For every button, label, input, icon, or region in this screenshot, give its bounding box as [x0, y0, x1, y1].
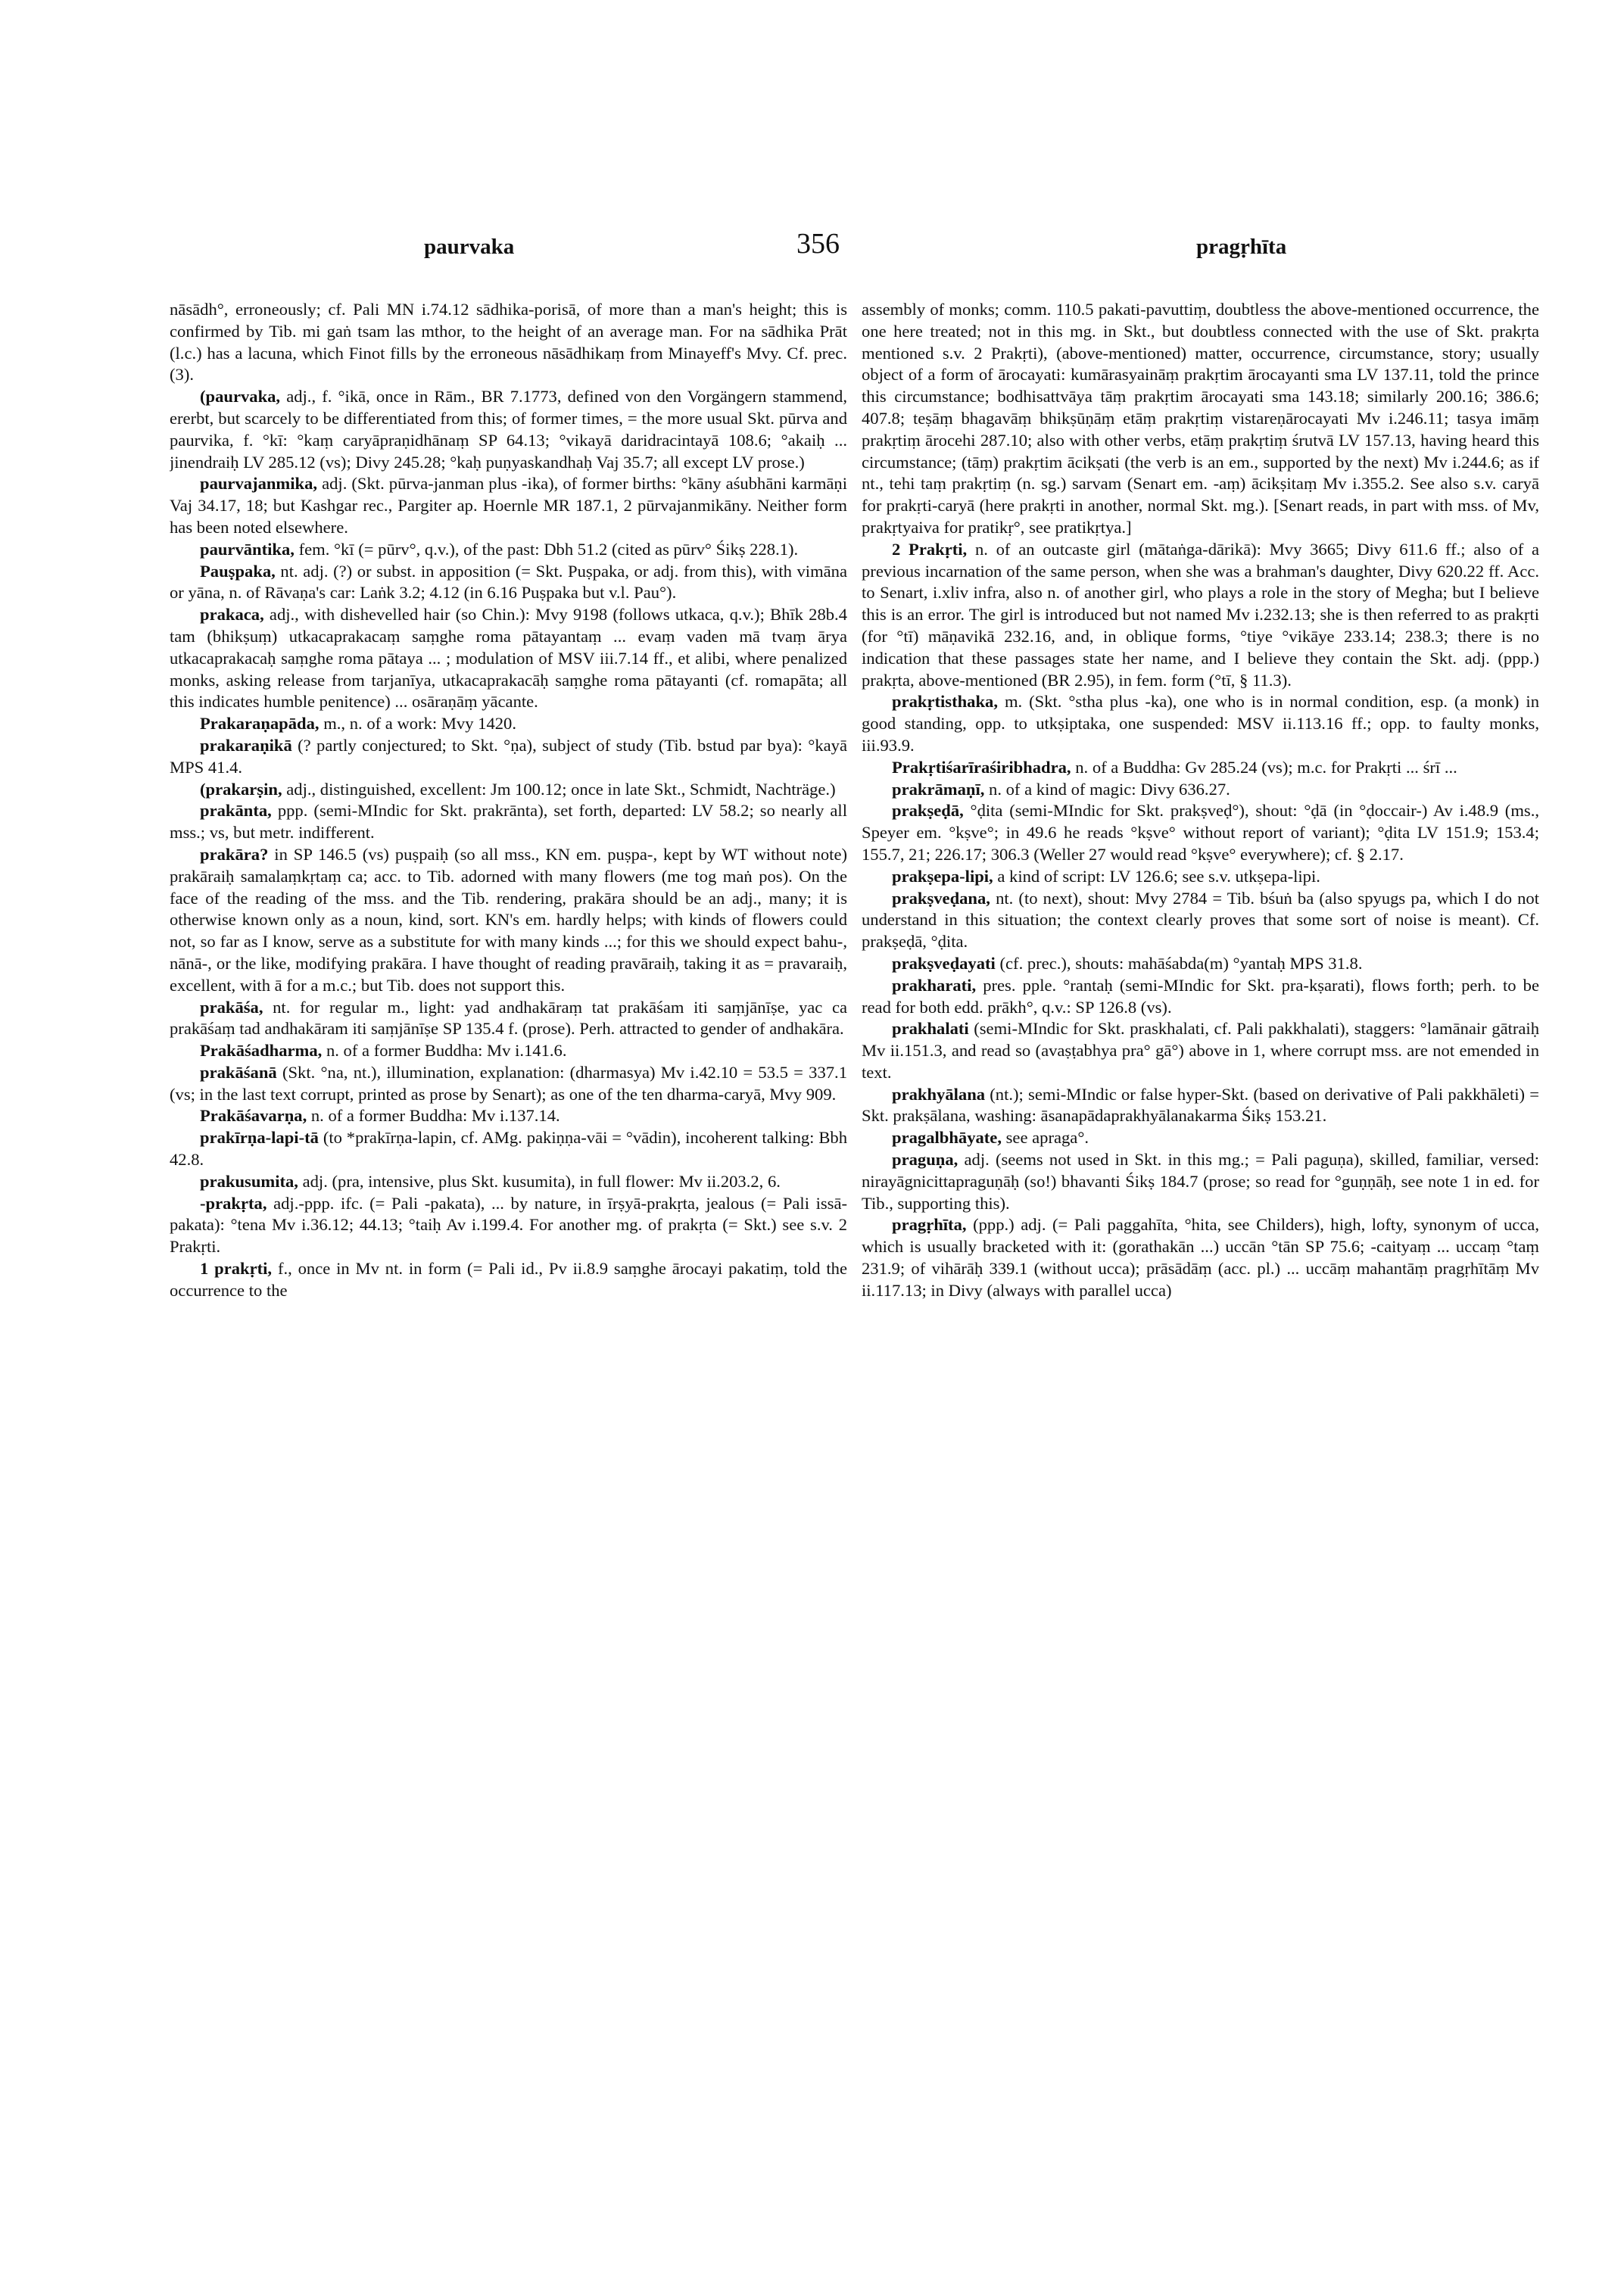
entry-text: pres. pple. °rantaḥ (semi-MIndic for Skt. pra-kṣarati), flows forth; perh. to be read for both edd. prākh°, q.v.: SP 126.8 (vs). [862, 975, 1539, 1017]
entry-headword: prakrāmaṇī, [892, 779, 985, 799]
entry-headword: Pauṣpaka, [200, 561, 276, 581]
entry-headword: prakāra? [200, 844, 269, 864]
entry-text: (? partly conjectured; to Skt. °ṇa), subject of study (Tib. bstud par bya): °kayā MPS 41.4. [170, 735, 847, 777]
entry-headword: Prakāśavarṇa, [200, 1106, 307, 1126]
entry-text: assembly of monks; comm. 110.5 pakati-pavuttiṃ, doubtless the above-mentioned occurrence, the one here treated; not in this mg. in Skt., but doubtless connected with the use of Skt. prakṛta mentioned s.v. 2 Prakṛti), (above-mentioned) matter, occurrence, circumstance, story; usually object of a form of ārocayati: kumārasyaināṃ prakṛtim ārocayanti sma LV 137.11, told the prince this circumstance; bodhisattvāya tāṃ prakṛtim ārocayati sma 143.18; similarly 200.16; 386.6; 407.8; teṣāṃ bhagavāṃ bhikṣūṇāṃ etāṃ prakṛtiṃ vistareṇārocayati Mv i.246.11; tasya imāṃ prakṛtiṃ ārocehi 287.10; also with other verbs, etāṃ prakṛtiṃ śrutvā LV 157.13, having heard this circumstance; (tāṃ) prakṛtim ācikṣati (the verb is an em., supported by the next) Mv i.244.6; as if nt., tehi taṃ prakṛtiṃ (n. sg.) sarvam (Senart em. -aṃ) ācikṣitaṃ Mv i.355.2. See also s.v. caryā for prakṛti-caryā (here prakṛti in another, normal Skt. mg.). [Senart reads, in part with mss. of Mv, prakṛtyaiva for pratikṛ°, see pratikṛtya.] [862, 300, 1539, 537]
entry-headword: prakṣeḍā, [892, 801, 964, 821]
dictionary-entry [862, 779, 1539, 801]
dictionary-entry [862, 888, 1539, 953]
dictionary-entry [862, 1149, 1539, 1214]
entry-text: adj. (seems not used in Skt. in this mg.; = Pali paguṇa), skilled, familiar, versed: nirayāgnicittapraguṇāḥ (so!) bhavanti Śikṣ 184.7 (prose; so read for °guṇṇāḥ, see note 1 in ed. for Tib., supporting this). [862, 1150, 1539, 1213]
entry-headword: paurvāntika, [200, 539, 295, 559]
dictionary-entry [170, 997, 847, 1041]
entry-text: m., n. of a work: Mvy 1420. [319, 714, 516, 734]
entry-headword: prakāśa, [200, 997, 263, 1017]
entry-text: (Skt. °na, nt.), illumination, explanation: (dharmasya) Mv i.42.10 = 53.5 = 337.1 (vs; in the last text corrupt, printed as prose by Senart); as one of the ten dharma-caryā, Mvy 909. [170, 1062, 847, 1104]
dictionary-entry [862, 1127, 1539, 1149]
entry-headword: Prakṛtiśarīraśiribhadra, [892, 757, 1071, 777]
dictionary-entry [170, 473, 847, 538]
entry-text: in SP 146.5 (vs) puṣpaiḥ (so all mss., KN em. puṣpa-, kept by WT without note) prakāraiḥ samalaṃkṛtaṃ ca; acc. to Tib. adorned with many flowers (me tog maṅ pos). On the face of the reading of the mss. and the Tib. rendering, prakāra should be an adj., many; it is otherwise known only as a noun, kind, sort. KN's em. hardly helps; with kinds of flowers could not, so far as I know, serve as a substitute for with many kinds ...; for this we should expect bahu-, nānā-, or the like, modifying prakāra. I have thought of reading pravāraiḥ, taking it as = pravaraiḥ, excellent, with ā for a m.c.; but Tib. does not support this. [170, 844, 847, 995]
entry-text: (nt.); semi-MIndic or false hyper-Skt. (based on derivative of Pali pakkhāleti) = Skt. prakṣālana, washing: āsanapādaprakhyālanakarma Śikṣ 153.21. [862, 1084, 1539, 1126]
entry-text: adj., distinguished, excellent: Jm 100.12; once in late Skt., Schmidt, Nachträge.) [282, 779, 836, 799]
dictionary-entry [170, 1127, 847, 1171]
entry-text: adj. (Skt. pūrva-janman plus -ika), of former births: °kāny aśubhāni karmāṇi Vaj 34.17, 18; but Kashgar rec., Pargiter ap. Hoernle MR 187.1, 2 pūrvajanmikāny. Neither form has been noted elsewhere. [170, 474, 847, 537]
entry-headword: prakānta, [200, 801, 272, 821]
entry-headword: prakaraṇikā [200, 735, 292, 755]
dictionary-entry [170, 1258, 847, 1302]
entry-headword: pragalbhāyate, [892, 1128, 1002, 1148]
entry-text: nt. (to next), shout: Mvy 2784 = Tib. bśuṅ ba (also spyugs pa, which I do not understand in this situation; the context clearly proves that some sort of noise is meant). Cf. prakṣeḍā, °ḍita. [862, 888, 1539, 952]
dictionary-entry [170, 1062, 847, 1106]
entry-text: (semi-MIndic for Skt. praskhalati, cf. Pali pakkhalati), staggers: °lamānair gātraiḥ Mv ii.151.3, and read so (avaṣṭabhya pra° gā°) above in 1, where corrupt mss. are not emended in text. [862, 1019, 1539, 1082]
dictionary-entry [862, 1018, 1539, 1083]
dictionary-entry [170, 800, 847, 844]
header-first-headword: paurvaka [424, 235, 515, 259]
dictionary-entry [862, 975, 1539, 1019]
entry-headword: 2 Prakṛti, [892, 539, 968, 559]
entry-headword: prakaca, [200, 605, 264, 625]
entry-headword: Prakāśadharma, [200, 1041, 323, 1061]
dictionary-entry [170, 386, 847, 473]
entry-headword: prakṛtisthaka, [892, 692, 998, 712]
entry-text: n. of a kind of magic: Divy 636.27. [984, 779, 1230, 799]
header-last-headword: pragṛhīta [1196, 235, 1287, 259]
entry-headword: paurvajanmika, [200, 474, 318, 494]
entry-text: (to *prakīrṇa-lapin, cf. AMg. pakiṇṇa-vāi = °vādin), incoherent talking: Bbh 42.8. [170, 1128, 847, 1170]
dictionary-entry [862, 757, 1539, 779]
entry-text: nt. for regular m., light: yad andhakāraṃ tat prakāśam iti saṃjānīṣe, yac ca prakāśaṃ tad andhakāram iti saṃjānīṣe SP 135.4 f. (prose). Perh. attracted to gender of andhakāra. [170, 997, 847, 1039]
entry-text: adj. (pra, intensive, plus Skt. kusumita), in full flower: Mv ii.203.2, 6. [298, 1171, 781, 1191]
entry-text: n. of a Buddha: Gv 285.24 (vs); m.c. for Prakṛti ... śrī ... [1071, 757, 1457, 777]
dictionary-entry [862, 691, 1539, 756]
dictionary-entry [170, 735, 847, 779]
entry-headword: (prakarṣin, [200, 779, 282, 799]
dictionary-entry [170, 1171, 847, 1193]
dictionary-entry [862, 1214, 1539, 1301]
dictionary-entry [862, 953, 1539, 975]
entry-headword: prakharati, [892, 975, 977, 995]
entry-text: n. of a former Buddha: Mv i.141.6. [322, 1041, 567, 1061]
entry-headword: prakṣepa-lipi, [892, 866, 993, 886]
dictionary-entry [862, 299, 1539, 539]
entry-text: (cf. prec.), shouts: mahāśabda(m) °yantaḥ MPS 31.8. [995, 953, 1363, 973]
entry-headword: 1 prakṛti, [200, 1259, 273, 1279]
right-column [862, 299, 1539, 2237]
dictionary-entry [170, 1105, 847, 1127]
entry-headword: prakhyālana [892, 1084, 986, 1104]
page-header [0, 227, 1624, 273]
entry-text: adj.-ppp. ifc. (= Pali -pakata), ... by nature, in īrṣyā-prakṛta, jealous (= Pali issā-pakata): °tena Mv i.36.12; 44.13; °taiḥ Av i.199.4. For another mg. of prakṛta (= Skt.) see s.v. 2 Prakṛti. [170, 1193, 847, 1257]
page-number: 356 [796, 228, 840, 260]
dictionary-entry [170, 1193, 847, 1258]
entry-headword: prakhalati [892, 1019, 969, 1039]
entry-headword: prakusumita, [200, 1171, 298, 1191]
dictionary-entry [170, 299, 847, 386]
entry-text: (ppp.) adj. (= Pali paggahīta, °hita, see Childers), high, lofty, synonym of ucca, which is usually bracketed with it: (gorathakān ...) uccān °tān SP 75.6; -caityaṃ ... uccaṃ °taṃ 231.9; of vihārāḥ 339.1 (without ucca); prāsādāṃ (acc. pl.) ... uccāṃ mahantāṃ pragṛhītāṃ Mv ii.117.13; in Divy (always with parallel ucca) [862, 1215, 1539, 1300]
entry-text: fem. °kī (= pūrv°, q.v.), of the past: Dbh 51.2 (cited as pūrv° Śikṣ 228.1). [294, 539, 799, 559]
entry-text: m. (Skt. °stha plus -ka), one who is in normal condition, esp. (a monk) in good standing, opp. to utkṣiptaka, one suspended: MSV ii.113.16 ff.; opp. to faulty monks, iii.93.9. [862, 692, 1539, 755]
entry-text: n. of a former Buddha: Mv i.137.14. [307, 1106, 560, 1126]
entry-headword: prakīrṇa-lapi-tā [200, 1128, 319, 1148]
dictionary-entry [170, 844, 847, 997]
dictionary-entry [170, 1040, 847, 1062]
dictionary-entry [170, 561, 847, 605]
dictionary-entry [170, 539, 847, 561]
dictionary-entry [170, 713, 847, 735]
entry-headword: prakāśanā [200, 1062, 277, 1082]
entry-text: nt. adj. (?) or subst. in apposition (= Skt. Puṣpaka, or adj. from this), with vimāna or yāna, n. of Rāvaṇa's car: Laṅk 3.2; 4.12 (in 6.16 Puṣpaka but v.l. Pau°). [170, 561, 847, 603]
entry-headword: -prakṛta, [200, 1193, 267, 1213]
entry-headword: (paurvaka, [200, 387, 281, 407]
dictionary-entry [862, 539, 1539, 692]
dictionary-entry [170, 604, 847, 713]
entry-text: adj., f. °ikā, once in Rām., BR 7.1773, defined von den Vorgängern stammend, ererbt, but scarcely to be differentiated from this; of former times, = the more usual Skt. pūrva and paurvika, f. °kī: °kaṃ caryāpraṇidhānaṃ SP 64.13; °vikayā daridracintayā 108.6; °akaiḥ ... jinendraiḥ LV 285.12 (vs); Divy 245.28; °kaḥ puṇyaskandhaḥ Vaj 35.7; all except LV prose.) [170, 387, 847, 472]
entry-headword: Prakaraṇapāda, [200, 714, 320, 734]
entry-text: nāsādh°, erroneously; cf. Pali MN i.74.12 sādhika-porisā, of more than a man's height; this is confirmed by Tib. mi gaṅ tsam las mthor, to the height of an average man. For na sādhika Prāt (l.c.) has a lacuna, which Finot fills by the erroneous nāsādhikaṃ from Minayeff's Mvy. Cf. prec. (3). [170, 300, 847, 385]
entry-text: a kind of script: LV 126.6; see s.v. utkṣepa-lipi. [993, 866, 1320, 886]
entry-headword: prakṣveḍayati [892, 953, 996, 973]
dictionary-entry [862, 866, 1539, 888]
entry-headword: praguṇa, [892, 1150, 959, 1170]
entry-text: ppp. (semi-MIndic for Skt. prakrānta), set forth, departed: LV 58.2; so nearly all mss.; vs, but metr. indifferent. [170, 801, 847, 843]
entry-text: °ḍita (semi-MIndic for Skt. prakṣveḍ°), shout: °ḍā (in °ḍoccair-) Av i.48.9 (ms., Speyer em. °kṣve°; in 49.6 he reads °kṣve° without report of variant); °ḍita LV 151.9; 153.4; 155.7, 21; 226.17; 306.3 (Weller 27 would read °kṣve° everywhere); cf. § 2.17. [862, 801, 1539, 864]
dictionary-entry [862, 1084, 1539, 1128]
entry-text: see apraga°. [1001, 1128, 1089, 1148]
entry-headword: pragṛhīta, [892, 1215, 967, 1235]
entry-headword: prakṣveḍana, [892, 888, 990, 908]
dictionary-entry [170, 779, 847, 801]
dictionary-entry [862, 800, 1539, 865]
entry-text: f., once in Mv nt. in form (= Pali id., Pv ii.8.9 saṃghe ārocayi pakatiṃ, told the occurrence to the [170, 1259, 847, 1300]
entry-text: n. of an outcaste girl (mātaṅga-dārikā): Mvy 3665; Divy 611.6 ff.; also of a previous incarnation of the same person, when she was a brahman's daughter, Divy 620.22 ff. Acc. to Senart, i.xliv infra, also n. of another girl, who plays a role in the story of Megha; but I believe this is an error. The girl is introduced but not named Mv i.232.13; she is then referred to as prakṛti (for °tī) māṇavikā 232.16, and, in oblique forms, °tiye °vikāye 233.14; 238.3; there is no indication that these passages state her name, and I believe they contain the Skt. adj. (ppp.) prakṛta, above-mentioned (BR 2.95), in fem. form (°tī, § 11.3). [862, 539, 1539, 690]
left-column [170, 299, 847, 2237]
entry-text: adj., with dishevelled hair (so Chin.): Mvy 9198 (follows utkaca, q.v.); Bhīk 28b.4 tam (bhikṣuṃ) utkacaprakacaṃ saṃghe roma pātayantaṃ ... evaṃ vaden mā tvaṃ ārya utkacaprakacaḥ saṃghe roma pātaya ... ; modulation of MSV iii.7.14 ff., et alibi, where penalized monks, asking release from tarjanīya, utkacaprakacāḥ saṃghe roma pātayanti (cf. romapāta; all this indicates humble penitence) ... osāraṇāṃ yācante. [170, 605, 847, 712]
